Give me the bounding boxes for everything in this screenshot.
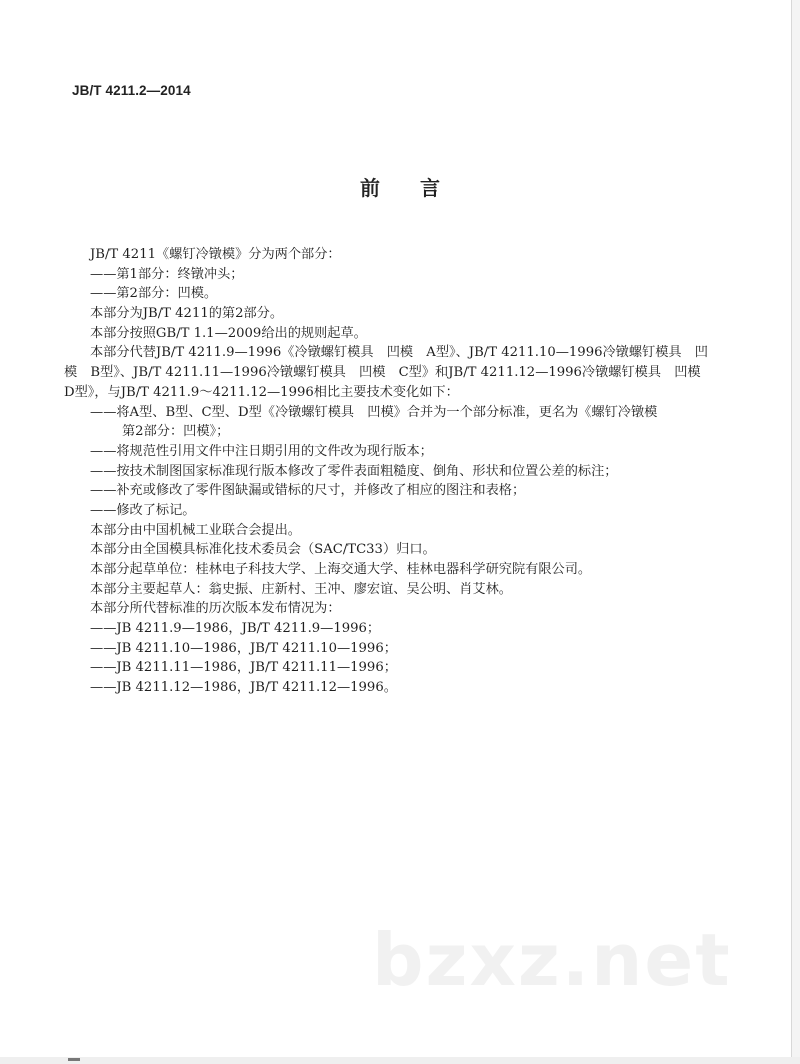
paragraph-line: 本部分主要起草人：翁史振、庄新村、王冲、廖宏谊、吴公明、肖艾林。: [90, 581, 512, 597]
list-item: ——修改了标记。: [90, 502, 196, 518]
page-title: [0, 172, 800, 201]
list-item: ——JB 4211.12—1986，JB/T 4211.12—1996。: [90, 680, 397, 696]
list-item: ——JB 4211.11—1986，JB/T 4211.11—1996；: [90, 660, 397, 676]
title-char-2: 言: [420, 176, 440, 200]
paragraph-line: 本部分所代替标准的历次版本发布情况为：: [90, 601, 341, 617]
list-item: ——JB 4211.9—1986，JB/T 4211.9—1996；: [90, 621, 381, 637]
list-item: ——补充或修改了零件图缺漏或错标的尺寸，并修改了相应的图注和表格；: [90, 483, 526, 499]
list-item: ——第2部分：凹模。: [90, 286, 218, 302]
page-edge-shadow: [792, 0, 800, 1057]
paragraph-line: D型》，与JB/T 4211.9～4211.12—1996相比主要技术变化如下：: [64, 384, 459, 400]
list-item: ——按技术制图国家标准现行版本修改了零件表面粗糙度、倒角、形状和位置公差的标注；: [90, 463, 618, 479]
list-item: ——将规范性引用文件中注日期引用的文件改为现行版本；: [90, 443, 433, 459]
list-item-continuation: 第2部分：凹模》；: [122, 424, 230, 440]
scroll-marker: [68, 1058, 80, 1061]
watermark: bzxz.net: [372, 918, 732, 1002]
paragraph-line: 本部分为JB/T 4211的第2部分。: [90, 306, 284, 322]
paragraph-line: JB/T 4211《螺钉冷镦模》分为两个部分：: [90, 247, 341, 262]
standard-number: JB/T 4211.2—2014: [72, 83, 191, 98]
paragraph-line: 本部分由全国模具标准化技术委员会（SAC/TC33）归口。: [90, 542, 436, 558]
paragraph-line: 本部分由中国机械工业联合会提出。: [90, 522, 301, 538]
paragraph-line: 模 B型》、JB/T 4211.11—1996冷镦螺钉模具 凹模 C型》和JB/T 4211.12—1996冷镦螺钉模具 凹模: [64, 365, 701, 381]
page-bottom-edge: [0, 1057, 800, 1064]
list-item: ——第1部分：终镦冲头；: [90, 266, 244, 282]
paragraph-line: 本部分按照GB/T 1.1—2009给出的规则起草。: [90, 325, 367, 341]
list-item: ——JB 4211.10—1986，JB/T 4211.10—1996；: [90, 640, 397, 656]
list-item: ——将A型、B型、C型、D型《冷镦螺钉模具 凹模》合并为一个部分标准，更名为《螺钉冷镦模: [90, 404, 658, 420]
paragraph-line: 本部分起草单位：桂林电子科技大学、上海交通大学、桂林电器科学研究院有限公司。: [90, 562, 592, 577]
title-char-1: 前: [360, 176, 380, 200]
foreword-body: [64, 245, 730, 698]
paragraph-line: 本部分代替JB/T 4211.9—1996《冷镦螺钉模具 凹模 A型》、JB/T 4211.10—1996冷镦螺钉模具 凹: [90, 345, 708, 361]
